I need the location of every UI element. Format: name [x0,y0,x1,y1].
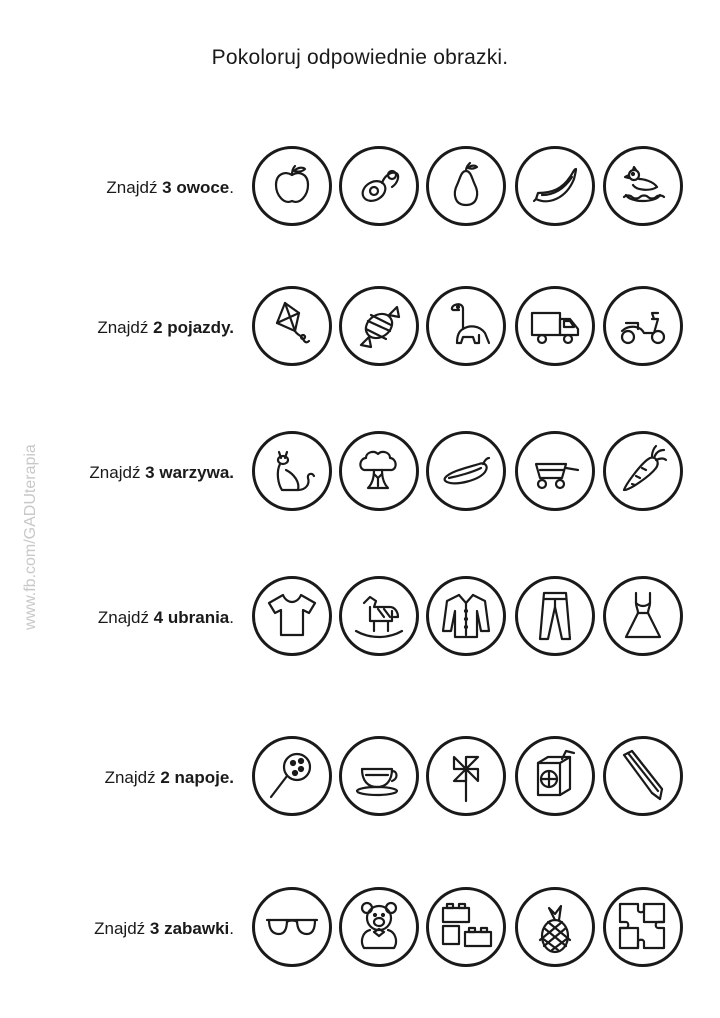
puzzle-icon[interactable] [603,887,683,967]
row-label [105,733,234,823]
label-emphasis: 4 ubrania [153,608,230,627]
row-owoce [0,143,720,233]
row-label [89,428,234,518]
apple-icon[interactable] [252,146,332,226]
pineapple-icon[interactable] [515,887,595,967]
candy-icon[interactable] [339,286,419,366]
broccoli-icon[interactable] [339,431,419,511]
label-emphasis: 2 napoje. [160,768,234,787]
sunglasses-icon[interactable] [252,887,332,967]
lollipop-icon[interactable] [252,736,332,816]
pepper-icon[interactable] [426,431,506,511]
page-title: Pokoloruj odpowiednie obrazki. [211,46,509,69]
watermark: www.fb.com/GADUterapia [22,444,39,630]
cart-icon[interactable] [515,431,595,511]
row-napoje [0,733,720,823]
teacup-icon[interactable] [339,736,419,816]
kite-icon[interactable] [252,286,332,366]
label-emphasis: 3 owoce [162,178,230,197]
shirt-icon[interactable] [426,576,506,656]
row-ubrania [0,573,720,663]
juice-box-icon[interactable] [515,736,595,816]
row-label [97,283,234,373]
label-prefix: Znajdź [104,768,161,787]
label-emphasis: 3 zabawki [149,919,230,938]
cat-icon[interactable] [252,431,332,511]
label-emphasis: 3 warzywa. [145,463,234,482]
label-prefix: Znajdź [97,318,154,337]
pinwheel-icon[interactable] [426,736,506,816]
row-label [94,884,234,974]
trousers-icon[interactable] [515,576,595,656]
teddy-bear-icon[interactable] [339,887,419,967]
dress-icon[interactable] [603,576,683,656]
label-prefix: Znajdź [106,178,163,197]
tshirt-icon[interactable] [252,576,332,656]
row-label [98,573,234,663]
label-emphasis: 2 pojazdy. [153,318,234,337]
label-prefix: Znajdź [97,608,154,627]
scooter-icon[interactable] [603,286,683,366]
row-warzywa [0,428,720,518]
row-pojazdy [0,283,720,373]
label-prefix: Znajdź [94,919,150,938]
carrot-icon[interactable] [603,431,683,511]
hen-icon[interactable] [603,146,683,226]
pencil-icon[interactable] [603,736,683,816]
banana-icon[interactable] [515,146,595,226]
label-prefix: Znajdź [89,463,146,482]
dinosaur-icon[interactable] [426,286,506,366]
truck-icon[interactable] [515,286,595,366]
pacifier-icon[interactable] [339,146,419,226]
rocking-horse-icon[interactable] [339,576,419,656]
row-zabawki [0,884,720,974]
row-label [106,143,234,233]
pear-icon[interactable] [426,146,506,226]
label-suffix: . [229,919,234,938]
blocks-icon[interactable] [426,887,506,967]
label-suffix: . [229,608,234,627]
label-suffix: . [229,178,234,197]
